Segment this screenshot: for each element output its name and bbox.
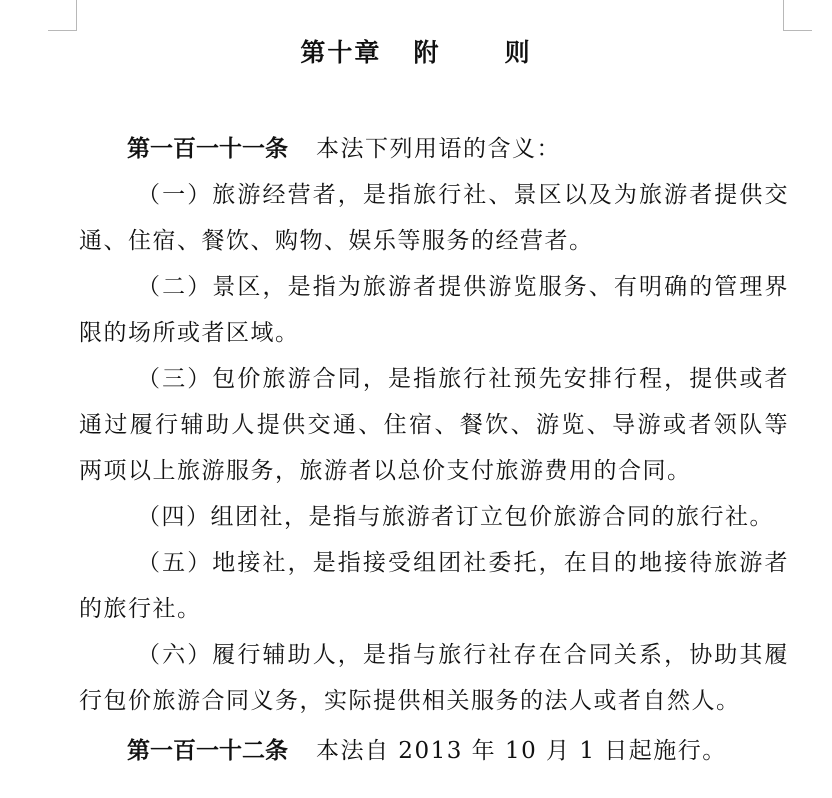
- article-111-heading: [79, 126, 789, 172]
- article-112-label: 第一百一十二条: [127, 738, 288, 764]
- article-111-definitions: [79, 172, 789, 724]
- page-corner-mark-left: [48, 0, 77, 31]
- article-111-lead: 本法下列用语的含义：: [316, 136, 561, 162]
- definition-2: （二）景区，是指为旅游者提供游览服务、有明确的管理界限的场所或者区域。: [79, 274, 789, 346]
- definition-6: （六）履行辅助人，是指与旅行社存在合同关系，协助其履行包价旅游合同义务，实际提供相关服务的法人或者自然人。: [79, 642, 789, 714]
- chapter-title: 第十章 附 则: [300, 38, 532, 67]
- definition-4: （四）组团社，是指与旅游者订立包价旅游合同的旅行社。: [137, 504, 774, 530]
- definition-5: （五）地接社，是指接受组团社委托，在目的地接待旅游者的旅行社。: [79, 550, 789, 622]
- article-112: [79, 728, 789, 774]
- article-111-label: 第一百一十一条: [127, 136, 288, 162]
- page-corner-mark-right: [783, 0, 812, 31]
- article-112-text: 本法自 2013 年 10 月 1 日起施行。: [316, 738, 727, 764]
- definition-3: （三）包价旅游合同，是指旅行社预先安排行程，提供或者通过履行辅助人提供交通、住宿、餐饮、游览、导游或者领队等两项以上旅游服务，旅游者以总价支付旅游费用的合同。: [79, 366, 789, 484]
- definition-1: （一）旅游经营者，是指旅行社、景区以及为旅游者提供交通、住宿、餐饮、购物、娱乐等服务的经营者。: [79, 182, 789, 254]
